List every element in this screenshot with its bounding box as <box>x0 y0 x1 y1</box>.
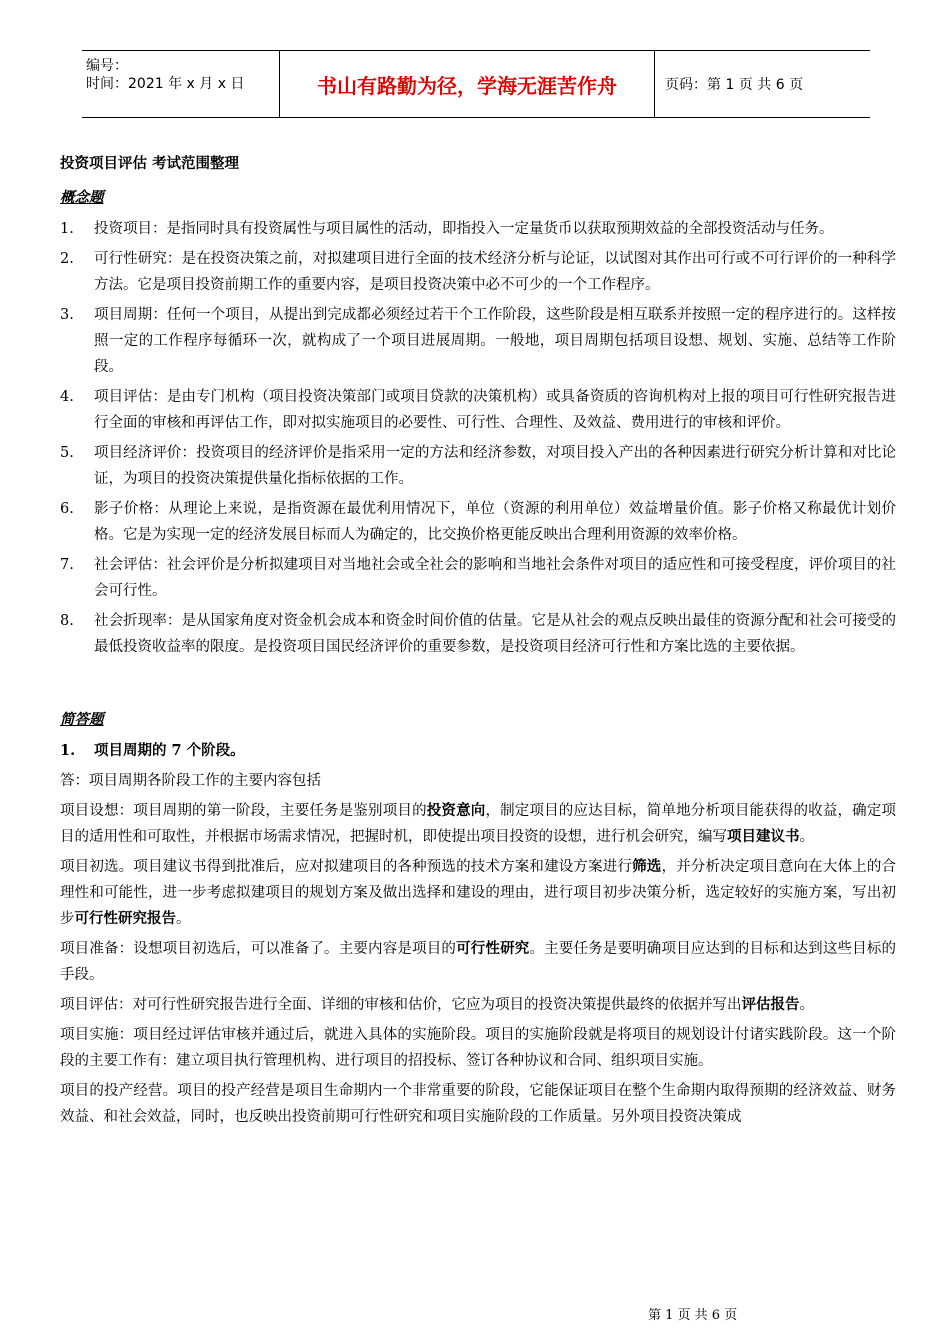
question-text: 项目周期的 7 个阶段。 <box>94 742 245 759</box>
concept-item <box>60 216 896 242</box>
footer-page-number: 第 1 页 共 6 页 <box>648 1308 738 1323</box>
stage-paragraph-preselection <box>60 854 896 932</box>
concept-number: 6. <box>60 501 74 517</box>
concept-text: 社会评估：社会评价是分析拟建项目对当地社会或全社会的影响和当地社会条件对项目的适应性和可接受程度，评价项目的社会可行性。 <box>94 557 896 599</box>
paragraph-text: 项目准备：设想项目初选后，可以准备了。主要内容是项目的 <box>60 941 457 957</box>
concept-item <box>60 608 896 660</box>
document-number-label: 编号： <box>86 58 128 74</box>
stage-paragraph-concept <box>60 798 896 850</box>
concept-item <box>60 496 896 548</box>
concept-text: 项目经济评价：投资项目的经济评价是指采用一定的方法和经济参数，对项目投入产出的各种因素进行研究分析计算和对比论证，为项目的投资决策提供量化指标依据的工作。 <box>94 445 896 487</box>
bold-term: 筛选 <box>632 858 662 875</box>
concept-text: 项目评估：是由专门机构（项目投资决策部门或项目贷款的决策机构）或具备资质的咨询机构对上报的项目可行性研究报告进行全面的审核和再评估工作，即对拟实施项目的必要性、可行性、合理性、及效益、费用进行的审核和评价。 <box>94 389 896 431</box>
stage-paragraph-implementation: 项目实施：项目经过评估审核并通过后，就进入具体的实施阶段。项目的实施阶段就是将项目的规划设计付诸实践阶段。这一个阶段的主要工作有：建立项目执行管理机构、进行项目的招投标、签订各种协议和合同、组织项目实施。 <box>60 1027 896 1069</box>
section-spacer <box>60 664 896 708</box>
paragraph-text: 。主要任务是要明确项目应达到的目标和达到这些目标的手段。 <box>60 941 897 983</box>
bold-term: 可行性研究 <box>456 940 530 957</box>
paragraph-text: 项目设想：项目周期的第一阶段，主要任务是鉴别项目的 <box>60 803 427 819</box>
concept-number: 5. <box>60 445 74 461</box>
paragraph-text: 项目初选。项目建议书得到批准后，应对拟建项目的各种预选的技术方案和建设方案进行 <box>60 859 633 875</box>
concept-text: 投资项目：是指同时具有投资属性与项目属性的活动，即指投入一定量货币以获取预期效益的全部投资活动与任务。 <box>94 221 834 237</box>
section-heading-short-answer: 简答题 <box>60 711 104 728</box>
concept-number: 3. <box>60 307 74 323</box>
paragraph-text: 项目评估：对可行性研究报告进行全面、详细的审核和估价，它应为项目的投资决策提供最终的依据并写出 <box>60 997 742 1013</box>
concept-item <box>60 440 896 492</box>
section-heading-concepts: 概念题 <box>60 189 104 206</box>
concept-text: 可行性研究：是在投资决策之前，对拟建项目进行全面的技术经济分析与论证，以试图对其作出可行或不可行评价的一种科学方法。它是项目投资前期工作的重要内容，是项目投资决策中必不可少的一个工作程序。 <box>94 251 896 293</box>
concept-number: 1. <box>60 221 74 237</box>
document-title: 投资项目评估 考试范围整理 <box>60 155 240 172</box>
document-date: 时间：2021 年 x 月 x 日 <box>86 76 245 92</box>
paragraph-text: 。 <box>176 911 191 927</box>
concept-item <box>60 302 896 380</box>
bold-term: 可行性研究报告 <box>74 910 176 927</box>
header-motto: 书山有路勤为径，学海无涯苦作舟 <box>280 51 655 117</box>
bold-term: 评估报告 <box>741 996 800 1013</box>
bold-term: 投资意向 <box>426 802 486 819</box>
paragraph-text: 。 <box>799 829 814 845</box>
question-title <box>60 738 896 764</box>
stage-paragraph-appraisal <box>60 992 896 1018</box>
stage-paragraph-operation: 项目的投产经营。项目的投产经营是项目生命期内一个非常重要的阶段，它能保证项目在整个生命期内取得预期的经济效益、财务效益、和社会效益，同时，也反映出投资前期可行性研究和项目实施阶段的工作质量。另外项目投资决策成 <box>60 1083 896 1125</box>
concept-text: 项目周期：任何一个项目，从提出到完成都必须经过若干个工作阶段，这些阶段是相互联系并按照一定的程序进行的。这样按照一定的工作程序每循环一次，就构成了一个项目进展周期。一般地，项目周期包括项目设想、规划、实施、总结等工作阶段。 <box>94 307 896 375</box>
header-meta <box>82 51 280 117</box>
concept-item <box>60 384 896 436</box>
document-body <box>60 152 896 1134</box>
concept-item <box>60 246 896 298</box>
concept-text: 社会折现率：是从国家角度对资金机会成本和资金时间价值的估量。它是从社会的观点反映出最佳的资源分配和社会可接受的最低投资收益率的限度。是投资项目国民经济评价的重要参数，是投资项目经济可行性和方案比选的主要依据。 <box>94 613 896 655</box>
answer-intro: 答：项目周期各阶段工作的主要内容包括 <box>60 773 321 789</box>
concept-number: 2. <box>60 251 74 267</box>
bold-term: 项目建议书 <box>727 828 800 845</box>
paragraph-text: ，制定项目的应达目标，简单地分析项目能获得的收益，确定项目的适用性和可取性，并根据市场需求情况，把握时机，即使提出项目投资的设想，进行机会研究，编写 <box>60 803 897 845</box>
header-page-info: 页码：第 1 页 共 6 页 <box>665 77 804 93</box>
concept-item <box>60 552 896 604</box>
concept-text: 影子价格：从理论上来说，是指资源在最优利用情况下，单位（资源的利用单位）效益增量价值。影子价格又称最优计划价格。它是为实现一定的经济发展目标而人为确定的，比交换价格更能反映出合理利用资源的效率价格。 <box>94 501 896 543</box>
stage-paragraph-preparation <box>60 936 896 988</box>
concept-number: 8. <box>60 613 74 629</box>
concept-number: 7. <box>60 557 74 573</box>
paragraph-text: ，并分析决定项目意向在大体上的合理性和可能性，进一步考虑拟建项目的规划方案及做出选择和建设的理由，进行项目初步决策分析，选定较好的实施方案，写出初步 <box>60 859 897 927</box>
paragraph-text: 。 <box>799 997 814 1013</box>
concept-number: 4. <box>60 389 74 405</box>
page-header <box>82 50 870 118</box>
question-number: 1. <box>60 742 76 759</box>
